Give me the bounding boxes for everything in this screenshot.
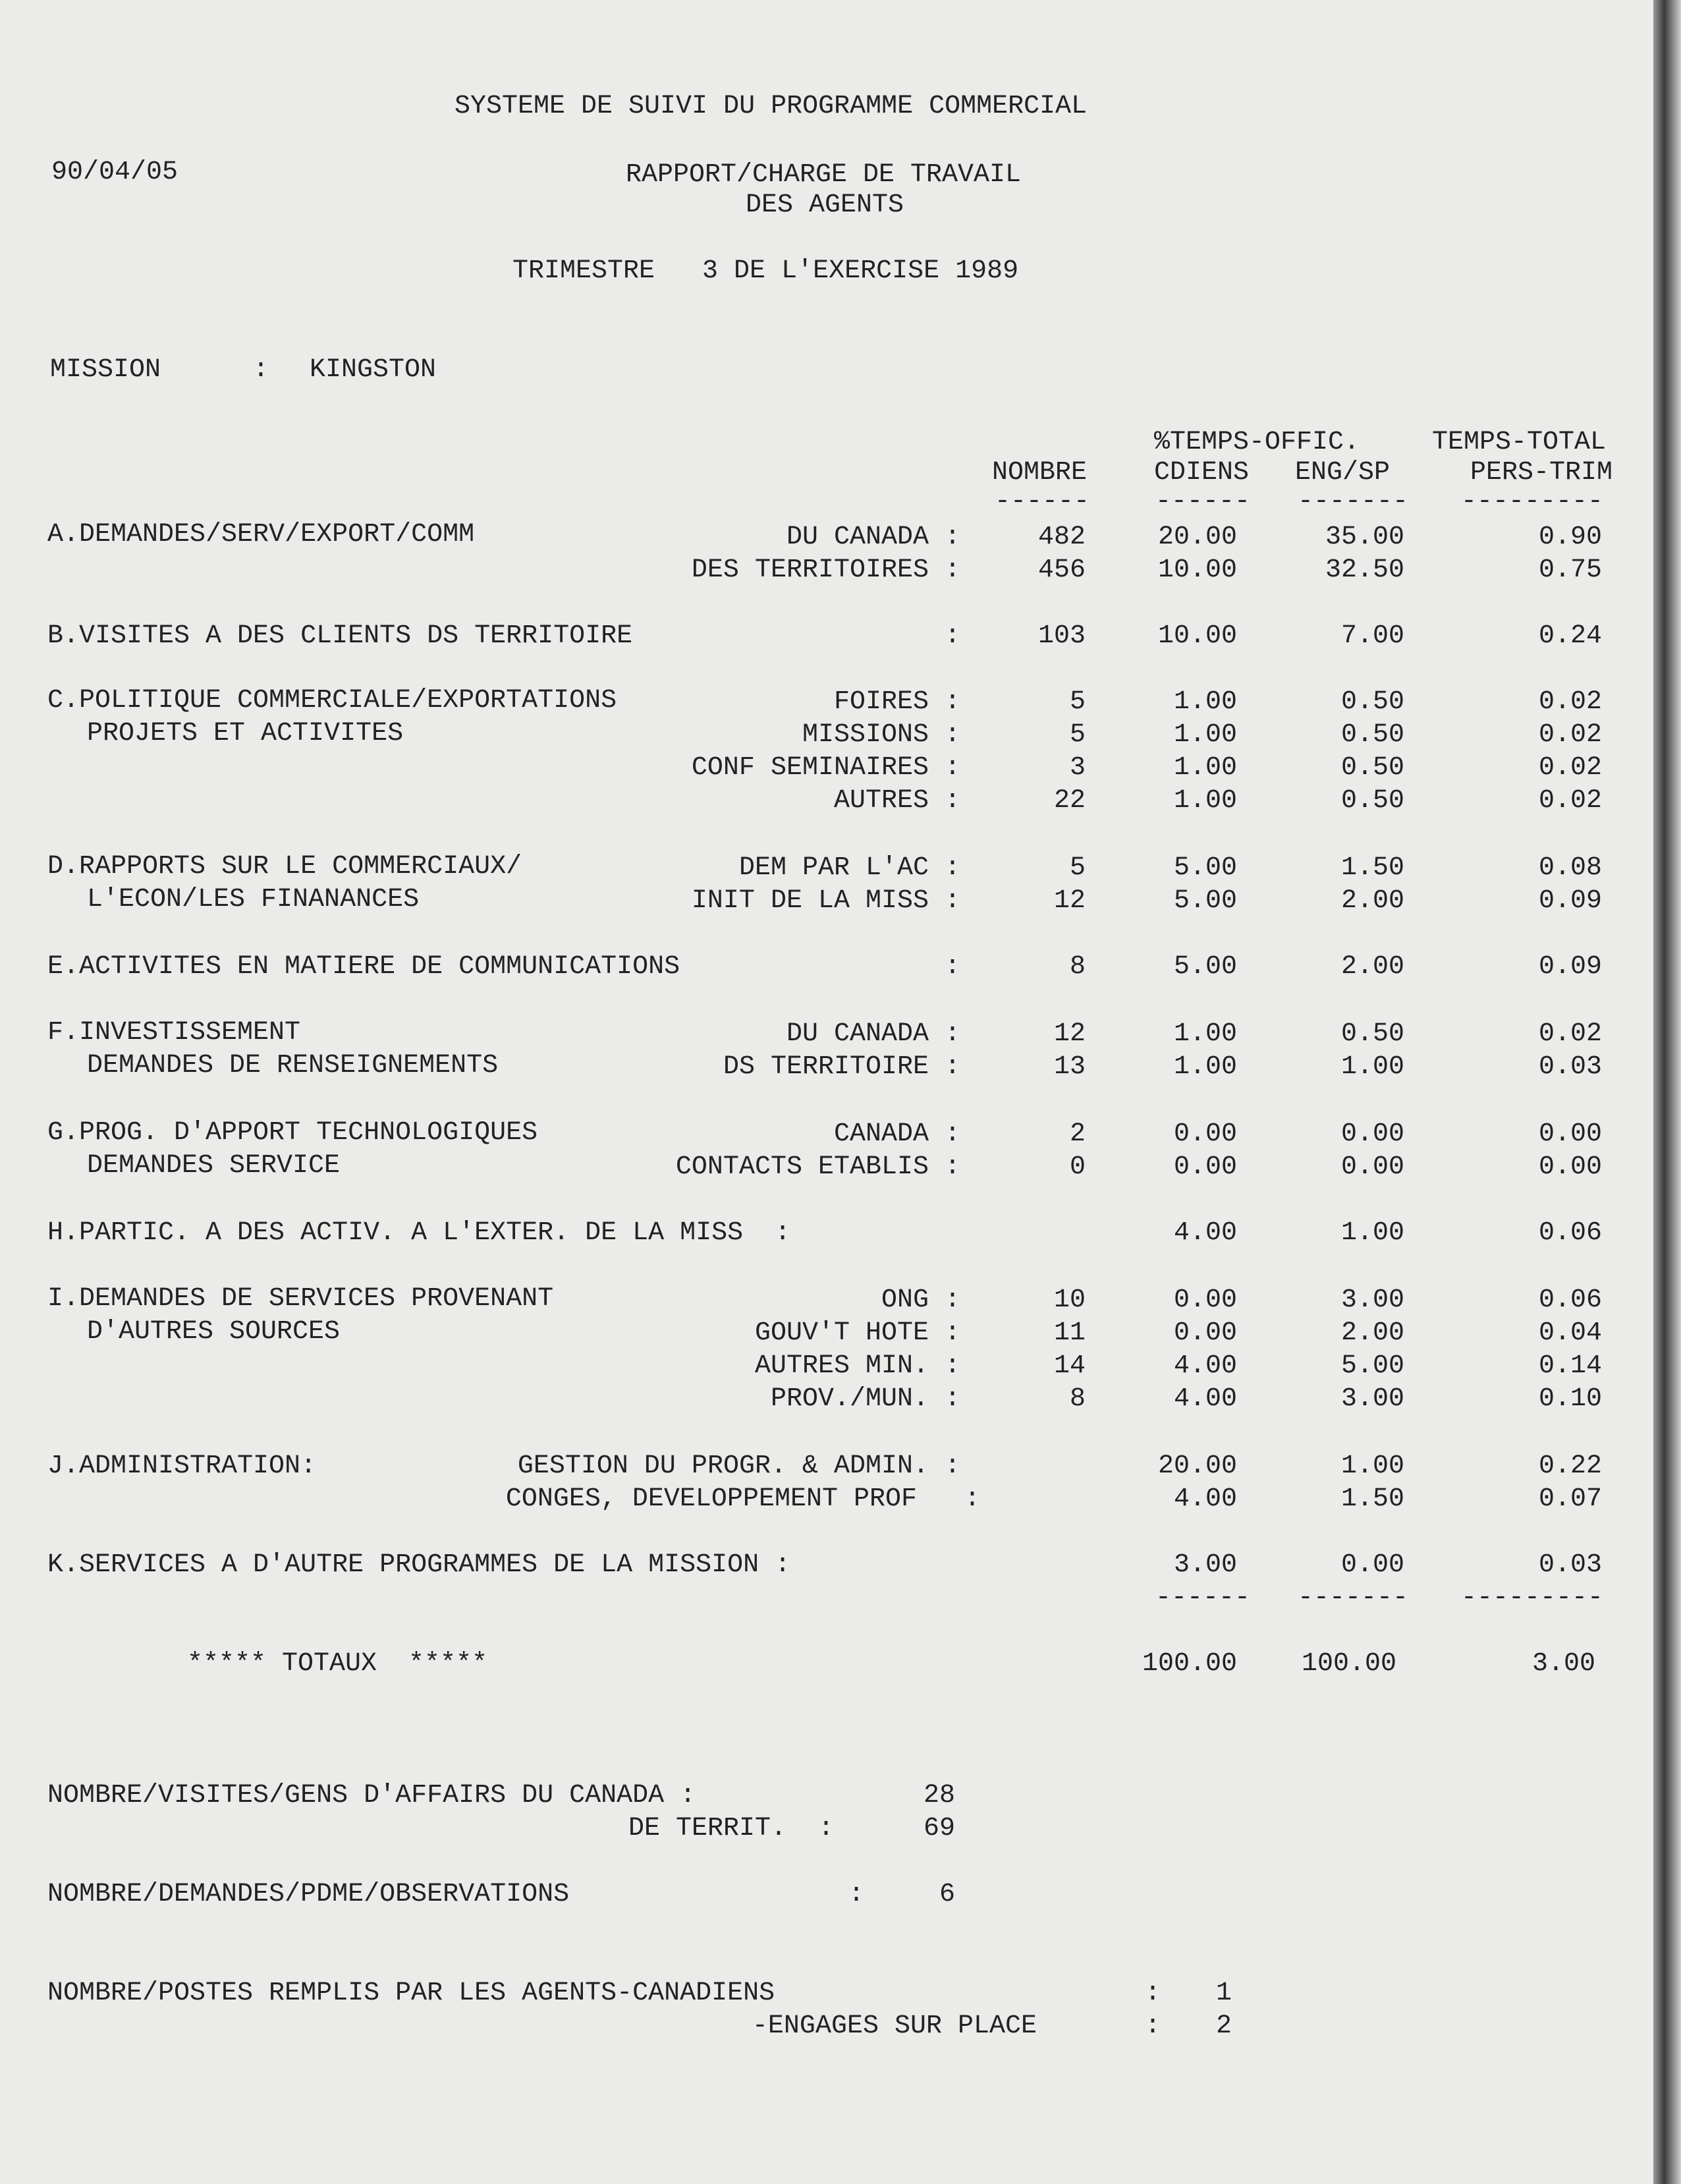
report-title-line2: DES AGENTS bbox=[745, 190, 904, 220]
report-title-line1: RAPPORT/CHARGE DE TRAVAIL bbox=[625, 160, 1022, 190]
section-b-title: B.VISITES A DES CLIENTS DS TERRITOIRE bbox=[47, 621, 633, 651]
row-engsp: 1.00 bbox=[1340, 1218, 1404, 1248]
row-cdiens: 4.00 bbox=[1173, 1351, 1237, 1381]
row-pers: 0.02 bbox=[1538, 687, 1602, 717]
row-nombre: 22 bbox=[1053, 786, 1086, 816]
row-nombre: 12 bbox=[1053, 1019, 1086, 1049]
row-engsp: 0.50 bbox=[1340, 1019, 1404, 1049]
row-pers: 0.03 bbox=[1538, 1550, 1602, 1580]
row-pers: 0.03 bbox=[1538, 1052, 1602, 1082]
row-nombre: 11 bbox=[1053, 1318, 1086, 1348]
row-nombre: 456 bbox=[1037, 555, 1086, 585]
row-engsp: 0.50 bbox=[1340, 786, 1404, 816]
row-nombre: 5 bbox=[1069, 720, 1086, 750]
row-pers: 0.02 bbox=[1538, 720, 1602, 750]
row-pers: 0.08 bbox=[1538, 853, 1602, 883]
report-period: TRIMESTRE 3 DE L'EXERCISE 1989 bbox=[512, 256, 1019, 286]
col-header-nombre: NOMBRE bbox=[992, 458, 1088, 488]
row-engsp: 1.50 bbox=[1340, 1484, 1404, 1514]
col-rule-nombre: ------ bbox=[995, 487, 1090, 517]
engages-label: -ENGAGES SUR PLACE bbox=[752, 2011, 1037, 2041]
visites-label: NOMBRE/VISITES/GENS D'AFFAIRS DU CANADA : bbox=[47, 1781, 696, 1810]
section-j-title: J.ADMINISTRATION: bbox=[47, 1451, 317, 1481]
row-pers: 0.02 bbox=[1538, 786, 1602, 816]
row-nombre: 2 bbox=[1069, 1119, 1086, 1149]
row-cdiens: 1.00 bbox=[1173, 786, 1237, 816]
demandes-colon: : bbox=[848, 1880, 865, 1909]
row-nombre: 13 bbox=[1053, 1052, 1086, 1082]
row-pers: 0.07 bbox=[1538, 1484, 1602, 1514]
row-nombre: 8 bbox=[1069, 1384, 1086, 1414]
col-rule-pers: --------- bbox=[1461, 487, 1604, 517]
report-date: 90/04/05 bbox=[51, 157, 179, 187]
row-cdiens: 20.00 bbox=[1157, 1451, 1237, 1481]
row-nombre: 5 bbox=[1069, 687, 1086, 717]
row-engsp: 1.50 bbox=[1340, 853, 1404, 883]
row-engsp: 3.00 bbox=[1340, 1384, 1404, 1414]
row-cdiens: 0.00 bbox=[1173, 1318, 1237, 1348]
row-pers: 0.24 bbox=[1538, 621, 1602, 651]
section-c-title: C.POLITIQUE COMMERCIALE/EXPORTATIONS bbox=[47, 686, 617, 715]
col-header-cdiens: CDIENS bbox=[1154, 458, 1250, 488]
row-engsp: 7.00 bbox=[1340, 621, 1404, 651]
section-h-title: H.PARTIC. A DES ACTIV. A L'EXTER. DE LA MISS : bbox=[47, 1218, 791, 1248]
visites-canada-value: 28 bbox=[923, 1781, 955, 1810]
row-nombre: 0 bbox=[1069, 1152, 1086, 1182]
row-nombre: 14 bbox=[1053, 1351, 1086, 1381]
row-pers: 0.14 bbox=[1538, 1351, 1602, 1381]
row-cdiens: 20.00 bbox=[1157, 522, 1237, 552]
row-cdiens: 4.00 bbox=[1173, 1484, 1237, 1514]
totals-pers: 3.00 bbox=[1531, 1649, 1595, 1679]
postes-colon-2: : bbox=[1145, 2011, 1161, 2041]
row-pers: 0.00 bbox=[1538, 1152, 1602, 1182]
mission-colon: : bbox=[253, 355, 269, 385]
row-engsp: 0.00 bbox=[1340, 1152, 1404, 1182]
section-c-subtitle: PROJETS ET ACTIVITES bbox=[87, 719, 404, 748]
row-cdiens: 1.00 bbox=[1173, 1052, 1237, 1082]
row-cdiens: 1.00 bbox=[1173, 720, 1237, 750]
row-sub-label: CANADA : bbox=[833, 1119, 960, 1149]
row-pers: 0.22 bbox=[1538, 1451, 1602, 1481]
row-cdiens: 5.00 bbox=[1173, 886, 1237, 916]
section-d-subtitle: L'ECON/LES FINANANCES bbox=[87, 885, 420, 914]
row-cdiens: 4.00 bbox=[1173, 1218, 1237, 1248]
mission-label: MISSION bbox=[50, 355, 161, 385]
totals-engsp: 100.00 bbox=[1301, 1649, 1396, 1679]
totals-label: ***** TOTAUX ***** bbox=[187, 1649, 488, 1679]
row-nombre: 5 bbox=[1069, 853, 1086, 883]
system-title: SYSTEME DE SUIVI DU PROGRAMME COMMERCIAL bbox=[455, 92, 1088, 121]
row-cdiens: 5.00 bbox=[1173, 853, 1237, 883]
row-pers: 0.06 bbox=[1538, 1285, 1602, 1315]
row-pers: 0.02 bbox=[1538, 753, 1602, 783]
row-pers: 0.02 bbox=[1538, 1019, 1602, 1049]
section-g-title: G.PROG. D'APPORT TECHNOLOGIQUES bbox=[47, 1118, 538, 1148]
row-sub-label: CONTACTS ETABLIS : bbox=[675, 1152, 960, 1182]
totals-rule-cdiens: ------ bbox=[1155, 1583, 1251, 1613]
row-sub-label: INIT DE LA MISS : bbox=[691, 886, 960, 916]
row-nombre: 3 bbox=[1069, 753, 1086, 783]
row-engsp: 2.00 bbox=[1340, 1318, 1404, 1348]
row-engsp: 0.00 bbox=[1340, 1550, 1404, 1580]
row-pers: 0.09 bbox=[1538, 886, 1602, 916]
col-header-temps-total: TEMPS-TOTAL bbox=[1432, 428, 1607, 457]
mission-value: KINGSTON bbox=[310, 355, 437, 385]
postes-label: NOMBRE/POSTES REMPLIS PAR LES AGENTS-CANADIENS bbox=[47, 1978, 775, 2008]
totals-cdiens: 100.00 bbox=[1142, 1649, 1237, 1679]
row-sub-label: DES TERRITOIRES : bbox=[691, 555, 960, 585]
section-k-title: K.SERVICES A D'AUTRE PROGRAMMES DE LA MISSION : bbox=[47, 1550, 791, 1580]
row-sub-label: PROV./MUN. : bbox=[770, 1384, 960, 1414]
row-sub-label: DS TERRITOIRE : bbox=[723, 1052, 960, 1082]
row-engsp: 35.00 bbox=[1325, 522, 1404, 552]
row-cdiens: 0.00 bbox=[1173, 1119, 1237, 1149]
row-engsp: 0.00 bbox=[1340, 1119, 1404, 1149]
row-sub-label: DEM PAR L'AC : bbox=[738, 853, 960, 883]
row-sub-label: DU CANADA : bbox=[786, 1019, 960, 1049]
section-f-subtitle: DEMANDES DE RENSEIGNEMENTS bbox=[87, 1051, 499, 1080]
row-nombre: 8 bbox=[1069, 952, 1086, 982]
row-sub-label: GOUV'T HOTE : bbox=[754, 1318, 960, 1348]
row-pers: 0.06 bbox=[1538, 1218, 1602, 1248]
row-engsp: 0.50 bbox=[1340, 720, 1404, 750]
row-pers: 0.75 bbox=[1538, 555, 1602, 585]
row-cdiens: 0.00 bbox=[1173, 1152, 1237, 1182]
col-header-pers-trim: PERS-TRIM bbox=[1470, 458, 1613, 488]
row-sub-label: : bbox=[944, 621, 960, 651]
row-engsp: 5.00 bbox=[1340, 1351, 1404, 1381]
row-sub-label: AUTRES : bbox=[833, 786, 960, 816]
demandes-label: NOMBRE/DEMANDES/PDME/OBSERVATIONS bbox=[47, 1880, 570, 1909]
row-pers: 0.09 bbox=[1538, 952, 1602, 982]
row-sub-label: CONGES, DEVELOPPEMENT PROF : bbox=[505, 1484, 980, 1514]
row-sub-label: AUTRES MIN. : bbox=[754, 1351, 960, 1381]
demandes-value: 6 bbox=[939, 1880, 955, 1909]
row-cdiens: 1.00 bbox=[1173, 687, 1237, 717]
row-pers: 0.00 bbox=[1538, 1119, 1602, 1149]
row-cdiens: 10.00 bbox=[1157, 621, 1237, 651]
row-engsp: 3.00 bbox=[1340, 1285, 1404, 1315]
postes-canadiens-value: 1 bbox=[1215, 1978, 1232, 2008]
row-sub-label: : bbox=[944, 952, 960, 982]
row-engsp: 32.50 bbox=[1325, 555, 1404, 585]
totals-rule-pers: --------- bbox=[1461, 1583, 1604, 1613]
row-cdiens: 5.00 bbox=[1173, 952, 1237, 982]
row-sub-label: CONF SEMINAIRES : bbox=[691, 753, 960, 783]
section-i-subtitle: D'AUTRES SOURCES bbox=[87, 1317, 341, 1347]
row-cdiens: 0.00 bbox=[1173, 1285, 1237, 1315]
section-e-title: E.ACTIVITES EN MATIERE DE COMMUNICATIONS bbox=[47, 952, 680, 982]
row-sub-label: FOIRES : bbox=[833, 687, 960, 717]
row-sub-label: ONG : bbox=[881, 1285, 960, 1315]
postes-colon-1: : bbox=[1145, 1978, 1161, 2008]
row-sub-label: DU CANADA : bbox=[786, 522, 960, 552]
row-cdiens: 1.00 bbox=[1173, 1019, 1237, 1049]
row-engsp: 0.50 bbox=[1340, 687, 1404, 717]
row-pers: 0.90 bbox=[1538, 522, 1602, 552]
section-i-title: I.DEMANDES DE SERVICES PROVENANT bbox=[47, 1284, 554, 1314]
row-pers: 0.10 bbox=[1538, 1384, 1602, 1414]
section-d-title: D.RAPPORTS SUR LE COMMERCIAUX/ bbox=[47, 852, 522, 882]
row-sub-label: MISSIONS : bbox=[802, 720, 960, 750]
row-nombre: 10 bbox=[1053, 1285, 1086, 1315]
row-cdiens: 10.00 bbox=[1157, 555, 1237, 585]
row-pers: 0.04 bbox=[1538, 1318, 1602, 1348]
totals-rule-engsp: ------- bbox=[1298, 1583, 1409, 1613]
territ-label: DE TERRIT. : bbox=[628, 1814, 834, 1843]
row-engsp: 2.00 bbox=[1340, 886, 1404, 916]
postes-engages-value: 2 bbox=[1215, 2011, 1232, 2041]
row-nombre: 12 bbox=[1053, 886, 1086, 916]
row-engsp: 1.00 bbox=[1340, 1451, 1404, 1481]
row-engsp: 2.00 bbox=[1340, 952, 1404, 982]
row-nombre: 103 bbox=[1037, 621, 1086, 651]
row-sub-label: GESTION DU PROGR. & ADMIN. : bbox=[517, 1451, 960, 1481]
row-cdiens: 4.00 bbox=[1173, 1384, 1237, 1414]
col-rule-engsp: ------- bbox=[1298, 487, 1409, 517]
section-g-subtitle: DEMANDES SERVICE bbox=[87, 1151, 341, 1181]
col-header-engsp: ENG/SP bbox=[1295, 458, 1391, 488]
row-engsp: 1.00 bbox=[1340, 1052, 1404, 1082]
visites-territ-value: 69 bbox=[923, 1814, 955, 1843]
row-cdiens: 1.00 bbox=[1173, 753, 1237, 783]
section-f-title: F.INVESTISSEMENT bbox=[47, 1018, 301, 1048]
col-header-temps-offic: %TEMPS-OFFIC. bbox=[1154, 428, 1360, 457]
row-nombre: 482 bbox=[1037, 522, 1086, 552]
page-edge-shadow bbox=[1653, 0, 1681, 2184]
section-a-title: A.DEMANDES/SERV/EXPORT/COMM bbox=[47, 520, 475, 549]
row-cdiens: 3.00 bbox=[1173, 1550, 1237, 1580]
col-rule-cdiens: ------ bbox=[1155, 487, 1251, 517]
row-engsp: 0.50 bbox=[1340, 753, 1404, 783]
